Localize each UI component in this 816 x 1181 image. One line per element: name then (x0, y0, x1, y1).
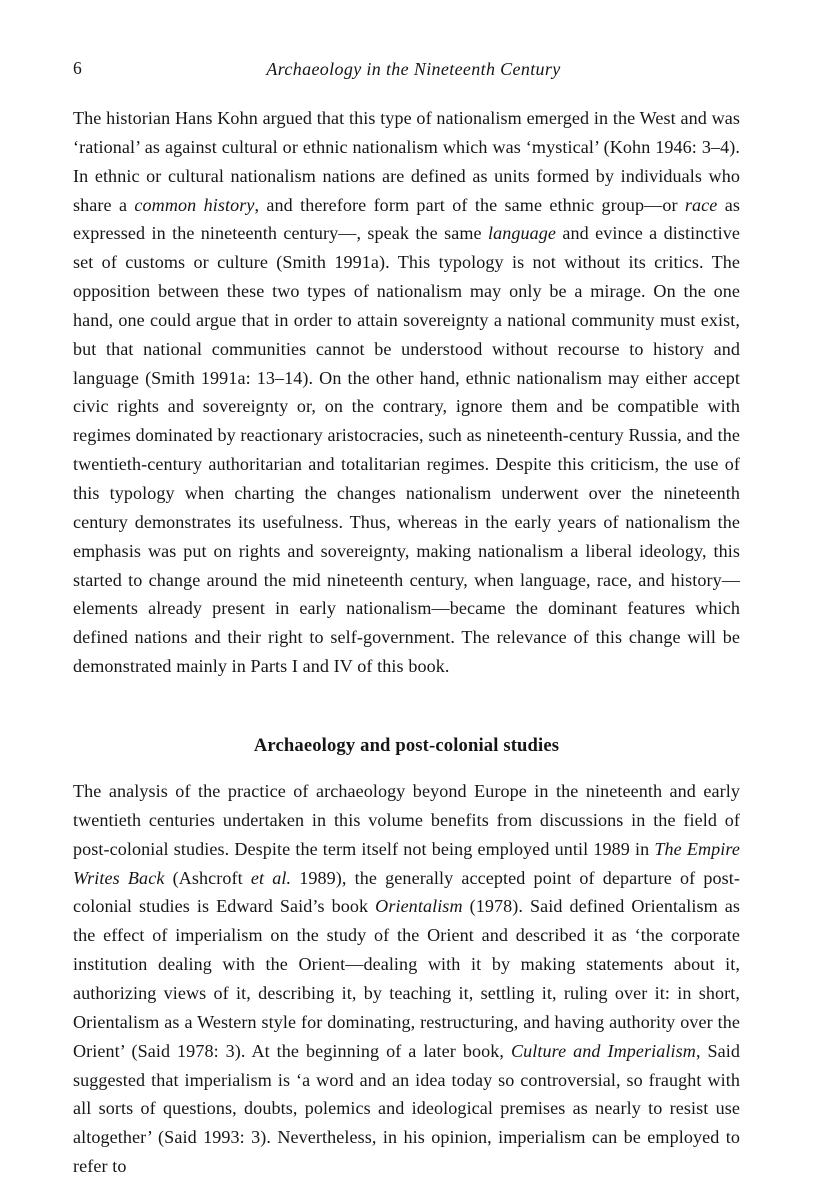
italic-run: race (684, 194, 718, 215)
page-content (73, 58, 740, 1181)
italic-run: The Empire Writes Back (73, 838, 741, 888)
page-number: 6 (73, 58, 82, 78)
italic-run: Culture and Imperialism (510, 1040, 696, 1061)
section-heading: Archaeology and post-colonial studies (253, 734, 560, 756)
body-paragraph-1: The historian Hans Kohn argued that this type of nationalism emerged in the West and was ‘rational’ as against cultural or ethnic nationalism which was ‘mystical’ (Kohn 1946: 3–4). In ethnic or cultural nationalism nations are defined as units formed by individuals who share a common history, and therefore form part of the same ethnic group—or race as expressed in the nineteenth century—, speak the same language and evince a distinctive set of customs or culture (Smith 1991a). This typology is not without its critics. The opposition between these two types of nationalism may only be a mirage. On the one hand, one could argue that in order to attain sovereignty a national community must exist, but that national communities cannot be understood without recourse to history and language (Smith 1991a: 13–14). On the other hand, ethnic nationalism may either accept civic rights and sovereignty or, on the contrary, ignore them and be compatible with regimes dominated by reactionary aristocracies, such as nineteenth-century Russia, and the twentieth-century authoritarian and totalitarian regimes. Despite this criticism, the use of this typology when charting the changes nationalism underwent over the nineteenth century demonstrates its usefulness. Thus, whereas in the early years of nationalism the emphasis was put on rights and sovereignty, making nationalism a liberal ideology, this started to change around the mid nineteenth century, when language, race, and history—elements already present in early nationalism—became the dominant features which defined nations and their right to self-government. The relevance of this change will be demonstrated mainly in Parts I and IV of this book. (73, 108, 740, 677)
body-paragraph-2: The analysis of the practice of archaeology beyond Europe in the nineteenth and early twentieth centuries undertaken in this volume benefits from discussions in the field of post-colonial studies. Despite the term itself not being employed until 1989 in The Empire Writes Back (Ashcroft et al. 1989), the generally accepted point of departure of post-colonial studies is Edward Said’s book Orientalism (1978). Said defined Orientalism as the effect of imperialism on the study of the Orient and described it as ‘the corporate institution dealing with the Orient—dealing with it by making statements about it, authorizing views of it, describing it, by teaching it, settling it, ruling over it: in short, Orientalism as a Western style for dominating, restructuring, and having authority over the Orient’ (Said 1978: 3). At the beginning of a later book, Culture and Imperialism, Said suggested that imperialism is ‘a word and an idea today so controversial, so fraught with all sorts of questions, doubts, polemics and ideological premises as nearly to resist use altogether’ (Said 1993: 3). Nevertheless, in his opinion, imperialism can be employed to refer to (73, 781, 741, 1177)
running-head-title: Archaeology in the Nineteenth Century (266, 59, 561, 79)
italic-run: et al. (250, 867, 292, 888)
italic-run: language (487, 223, 557, 244)
italic-run: Orientalism (375, 896, 463, 917)
italic-run: common history (134, 194, 255, 215)
running-header (73, 58, 740, 96)
